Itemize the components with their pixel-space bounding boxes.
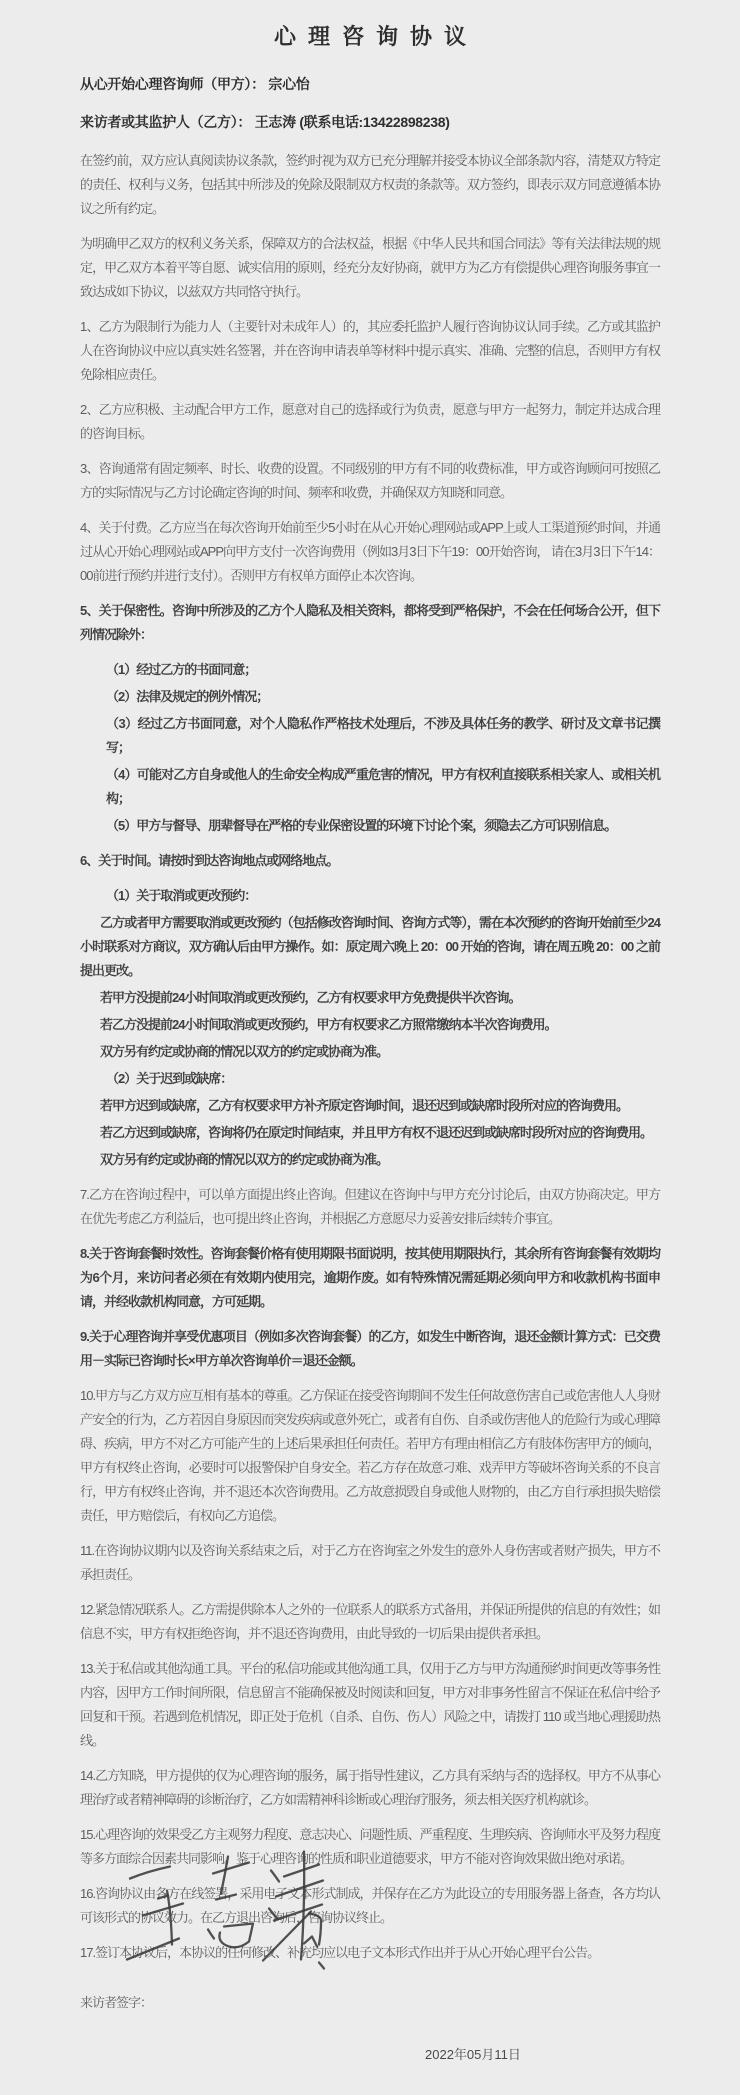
clause-paragraph: 8.关于咨询套餐时效性。咨询套餐价格有使用期限书面说明，按其使用期限执行，其余所有咨询套餐有效期均为6个月，来访问者必须在有效期内使用完，逾期作废。如有特殊情况需延期必须向甲方和收款机构书面申请，并经收款机构同意，方可延期。 xyxy=(80,1246,660,1309)
handwritten-signature xyxy=(125,1848,330,1976)
clauses xyxy=(80,315,660,1965)
clause-paragraph: 6、关于时间。请按时到达咨询地点或网络地点。 xyxy=(80,853,339,868)
clause-paragraph: 5、关于保密性。咨询中所涉及的乙方个人隐私及相关资料，都将受到严格保护，不会在任何场合公开，但下列情况除外： xyxy=(80,603,660,642)
clause-paragraph: （4）可能对乙方自身或他人的生命安全构成严重危害的情况，甲方有权利直接联系相关家人、或相关机构； xyxy=(106,767,660,806)
party-a-line: 从心开始心理咨询师（甲方）： 宗心怡 xyxy=(80,76,310,92)
clause-paragraph: 11.在咨询协议期内以及咨询关系结束之后，对于乙方在咨询室之外发生的意外人身伤害或者财产损失，甲方不承担责任。 xyxy=(80,1543,660,1582)
signature-date: 2022年05月11日 xyxy=(425,2047,521,2062)
page-title: 心理咨询协议 xyxy=(273,24,478,49)
clause-paragraph: 16.咨询协议由各方在线签署，采用电子文本形式制成，并保存在乙方为此设立的专用服务器上备查，各方均认可该形式的协议效力。在乙方退出咨询后，咨询协议终止。 xyxy=(80,1886,660,1925)
party-b-line: 来访者或其监护人（乙方）： 王志涛 (联系电话:13422898238) xyxy=(80,114,450,130)
signature-strokes-icon xyxy=(125,1848,330,1976)
clause-paragraph: 乙方或者甲方需要取消或更改预约（包括修改咨询时间、咨询方式等），需在本次预约的咨询开始前至少24小时联系对方商议，双方确认后由甲方操作。如：原定周六晚上 20：00 开始的咨询，请在周五晚 20：00 之前提出更改。 xyxy=(80,915,660,978)
clause-paragraph: （2）关于迟到或缺席： xyxy=(106,1071,233,1086)
intro-paragraph: 为明确甲乙双方的权利义务关系，保障双方的合法权益，根据《中华人民共和国合同法》等有关法律法规的规定，甲乙双方本着平等自愿、诚实信用的原则，经充分友好协商，就甲方为乙方有偿提供心理咨询服务事宜一致达成如下协议，以兹双方共同恪守执行。 xyxy=(80,236,660,299)
clause-paragraph: 17.签订本协议后，本协议的任何修改、补充均应以电子文本形式作出并于从心开始心理平台公告。 xyxy=(80,1945,600,1960)
clause-paragraph: 10.甲方与乙方双方应互相有基本的尊重。乙方保证在接受咨询期间不发生任何故意伤害自己或危害他人人身财产安全的行为，乙方若因自身原因而突发疾病或意外死亡，或者有自伤、自杀或伤害他人的危险行为或心理障碍、疾病，甲方不对乙方可能产生的上述后果承担任何责任。若甲方有理由相信乙方有肢体伤害甲方的倾向，甲方有权终止咨询，必要时可以报警保护自身安全。若乙方存在故意刁难、戏弄甲方等破坏咨询关系的不良言行，甲方有权终止咨询，并不退还本次咨询费用。乙方故意损毁自身或他人财物的，由乙方自行承担损失赔偿责任，甲方赔偿后，有权向乙方追偿。 xyxy=(80,1388,660,1523)
clause-paragraph: （2）法律及规定的例外情况； xyxy=(106,689,269,704)
clause-paragraph: 12.紧急情况联系人。乙方需提供除本人之外的一位联系人的联系方式备用，并保证所提供的信息的有效性；如信息不实，甲方有权拒绝咨询，并不退还咨询费用，由此导致的一切后果由提供者承担。 xyxy=(80,1602,660,1641)
clause-paragraph: 1、乙方为限制行为能力人（主要针对未成年人）的，其应委托监护人履行咨询协议认同手续。乙方或其监护人在咨询协议中应以真实姓名签署，并在咨询申请表单等材料中提示真实、准确、完整的信息，否则甲方有权免除相应责任。 xyxy=(80,319,660,382)
clause-paragraph: 2、乙方应积极、主动配合甲方工作，愿意对自己的选择或行为负责，愿意与甲方一起努力，制定并达成合理的咨询目标。 xyxy=(80,402,660,441)
clause-paragraph: 13.关于私信或其他沟通工具。平台的私信功能或其他沟通工具，仅用于乙方与甲方沟通预约时间更改等事务性内容，因甲方工作时间所限，信息留言不能确保被及时阅读和回复，甲方对非事务性留言不保证在私信中给予回复和干预。若遇到危机情况，即正处于危机（自杀、自伤、伤人）风险之中，请拨打 110 或当地心理援助热线。 xyxy=(80,1661,660,1748)
clause-paragraph: 7.乙方在咨询过程中，可以单方面提出终止咨询。但建议在咨询中与甲方充分讨论后，由双方协商决定。甲方在优先考虑乙方利益后，也可提出终止咨询，并根据乙方意愿尽力妥善安排后续转介事宜。 xyxy=(80,1187,660,1226)
clause-paragraph: （1）经过乙方的书面同意； xyxy=(106,662,257,677)
clause-paragraph: 若乙方迟到或缺席，咨询将仍在原定时间结束，并且甲方有权不退还迟到或缺席时段所对应的咨询费用。 xyxy=(100,1125,653,1140)
clause-paragraph: 若甲方没提前24小时间取消或更改预约，乙方有权要求甲方免费提供半次咨询。 xyxy=(100,990,521,1005)
clause-paragraph: （3）经过乙方书面同意，对个人隐私作严格技术处理后，不涉及具体任务的教学、研讨及文章书记撰写； xyxy=(106,716,660,755)
clause-paragraph: 3、咨询通常有固定频率、时长、收费的设置。不同级别的甲方有不同的收费标准，甲方或咨询顾问可按照乙方的实际情况与乙方讨论确定咨询的时间、频率和收费，并确保双方知晓和同意。 xyxy=(80,461,660,500)
visitor-signature-label: 来访者签字： xyxy=(80,1995,153,2010)
intro-paragraph: 在签约前，双方应认真阅读协议条款，签约时视为双方已充分理解并接受本协议全部条款内容，清楚双方特定的责任、权利与义务，包括其中所涉及的免除及限制双方权责的条款等。双方签约，即表示双方同意遵循本协议之所有约定。 xyxy=(80,153,660,216)
clause-paragraph: （5）甲方与督导、朋辈督导在严格的专业保密设置的环境下讨论个案，须隐去乙方可识别信息。 xyxy=(106,818,617,833)
clause-paragraph: 双方另有约定或协商的情况以双方的约定或协商为准。 xyxy=(100,1044,389,1059)
clause-paragraph: 若乙方没提前24小时间取消或更改预约，甲方有权要求乙方照常缴纳本半次咨询费用。 xyxy=(100,1017,557,1032)
clause-paragraph: 14.乙方知晓，甲方提供的仅为心理咨询的服务，属于指导性建议，乙方具有采纳与否的选择权。甲方不从事心理治疗或者精神障碍的诊断治疗，乙方如需精神科诊断或心理治疗服务，须去相关医疗机构就诊。 xyxy=(80,1768,660,1807)
clause-paragraph: 9.关于心理咨询并享受优惠项目（例如多次咨询套餐）的乙方，如发生中断咨询，退还金额计算方式：已交费用－实际已咨询时长×甲方单次咨询单价＝退还金额。 xyxy=(80,1329,660,1368)
clause-paragraph: 双方另有约定或协商的情况以双方的约定或协商为准。 xyxy=(100,1152,389,1167)
clause-paragraph: 4、关于付费。乙方应当在每次咨询开始前至少5小时在从心开始心理网站或APP上或人工渠道预约时间，并通过从心开始心理网站或APP向甲方支付一次咨询费用（例如3月3日下午19：00开始咨询， 请在3月3日下午14：00前进行预约并进行支付）。否则甲方有权单方面停止本次咨询。 xyxy=(80,520,660,583)
clause-paragraph: 15.心理咨询的效果受乙方主观努力程度、意志决心、问题性质、严重程度、生理疾病、咨询师水平及努力程度等多方面综合因素共同影响。鉴于心理咨询的性质和职业道德要求，甲方不能对咨询效果做出绝对承诺。 xyxy=(80,1827,660,1866)
clause-paragraph: 若甲方迟到或缺席，乙方有权要求甲方补齐原定咨询时间，退还迟到或缺席时段所对应的咨询费用。 xyxy=(100,1098,629,1113)
intro-paragraphs xyxy=(80,149,660,304)
clause-paragraph: （1）关于取消或更改预约： xyxy=(106,888,257,903)
